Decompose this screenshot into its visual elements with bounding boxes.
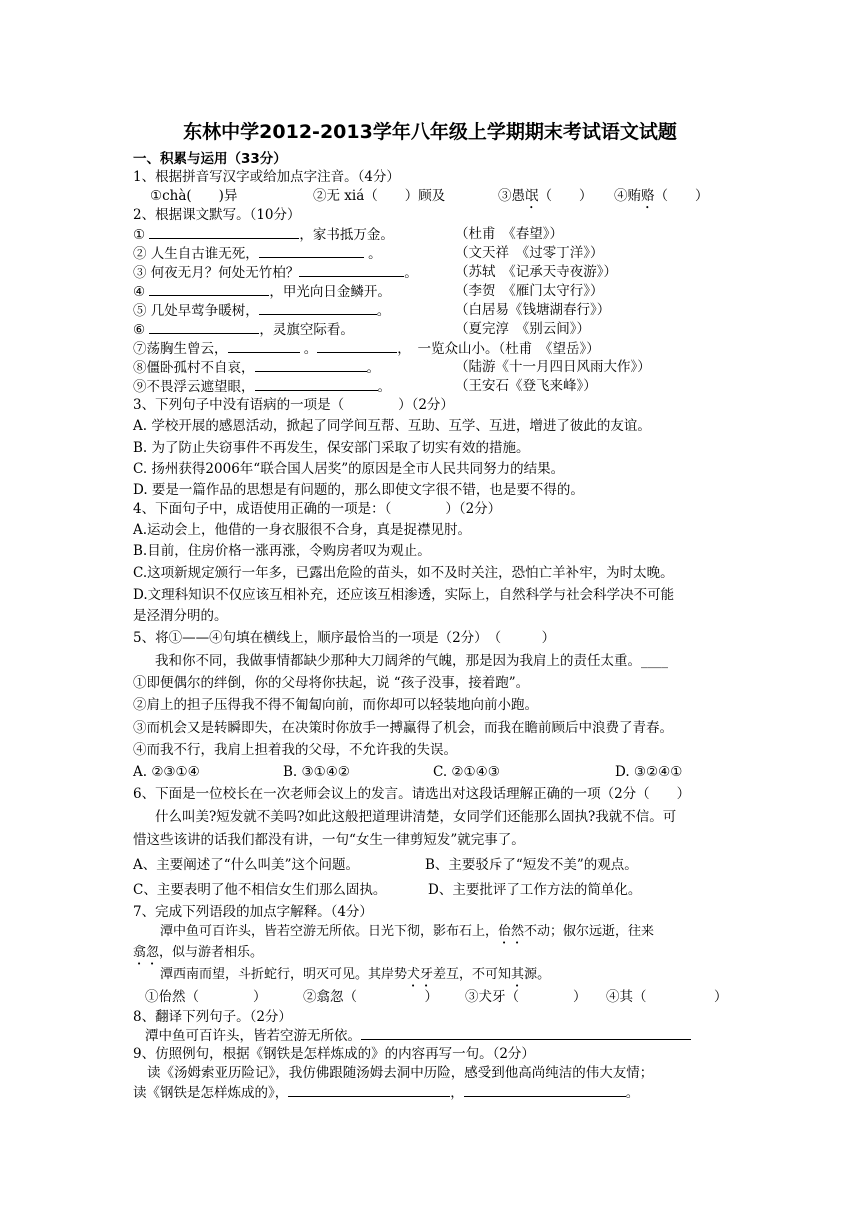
q8-stem: 8、翻译下列句子。（2分） xyxy=(133,1009,292,1025)
recite-source: （夏完淳 《别云间》） xyxy=(455,321,590,337)
q3-option-d: D. 要是一篇作品的思想是有问题的，那么即使文字很不错，也是要不得的。 xyxy=(133,482,584,498)
q3-stem: 3、下列句子中没有语病的一项是（ ）（2分） xyxy=(133,397,454,413)
recite-line: ③ 何夜无月？何处无竹柏？ 。 xyxy=(133,265,418,281)
q1-item: ②无 xiá（ ）顾及 xyxy=(313,188,446,204)
q7-passage: 翕忽，似与游者相乐。 xyxy=(133,945,264,960)
q4-stem: 4、下面句子中，成语使用正确的一项是：（ ）（2分） xyxy=(133,501,502,517)
q1-item: ③愚氓（ ） xyxy=(498,188,593,204)
q9-stem: 9、仿照例句，根据《钢铁是怎样炼成的》的内容再写一句。（2分） xyxy=(133,1046,535,1062)
q7-item: ④其（ ） xyxy=(606,989,728,1005)
q1-item: ①chà( )异 xyxy=(150,188,238,204)
recite-source: （李贺 《雁门太守行》） xyxy=(455,283,604,299)
q6-option-a: A、主要阐述了“什么叫美”这个问题。 xyxy=(133,857,360,873)
answer-blank[interactable] xyxy=(361,1026,691,1040)
q6-option-b: B、主要驳斥了“短发不美”的观点。 xyxy=(425,857,638,873)
q5-intro: 我和你不同，我做事情都缺少那种大刀阔斧的气魄，那是因为我肩上的责任太重。____ xyxy=(155,653,668,669)
recite-line: ⑦荡胸生曾云， 。 ， 一览众山小。（杜甫 《望岳》） xyxy=(133,341,600,357)
recite-source: （苏轼 《记承天寺夜游》） xyxy=(455,264,617,280)
recite-source: （王安石《登飞来峰》） xyxy=(455,378,597,394)
q6-passage: 惜这些该讲的话我们都没有讲，一句“女生一律剪短发”就完事了。 xyxy=(133,832,525,848)
q9-answer-line: 读《钢铁是怎样炼成的》， ， 。 xyxy=(133,1085,640,1101)
q5-option: C. ②①④③ xyxy=(433,764,500,780)
q6-option-c: C、主要表明了他不相信女生们那么固执。 xyxy=(133,882,387,898)
q5-option: D. ③②④① xyxy=(615,764,683,780)
recite-line: ① ，家书抵万金。 xyxy=(133,227,394,243)
answer-blank[interactable] xyxy=(255,377,378,391)
recite-line: ⑤ 几处早莺争暖树， 。 xyxy=(133,303,391,319)
answer-blank[interactable] xyxy=(464,1083,626,1097)
answer-blank[interactable] xyxy=(149,282,269,296)
q7-item: ①佁然（ ） xyxy=(145,989,267,1005)
page-title: 东林中学2012-2013学年八年级上学期期末考试语文试题 xyxy=(183,121,677,143)
recite-source: （文天祥 《过零丁洋》） xyxy=(455,245,604,261)
q5-sentence: ②肩上的担子压得我不得不匍匐向前，而你却可以轻装地向前小跑。 xyxy=(133,697,538,713)
q4-option-a: A.运动会上，他借的一身衣服很不合身，真是捉襟见肘。 xyxy=(133,522,472,538)
recite-line: ⑥ ，灵旗空际看。 xyxy=(133,322,354,338)
recite-line: ② 人生自古谁无死， 。 xyxy=(133,246,382,262)
q2-stem: 2、根据课文默写。（10分） xyxy=(133,207,301,223)
q7-passage: 潭西南而望，斗折蛇行，明灭可见。其岸势犬牙差互，不可知其源。 xyxy=(160,967,551,982)
recite-source: （白居易《钱塘湖春行》） xyxy=(455,302,611,318)
q3-option-a: A. 学校开展的感恩活动，掀起了同学间互帮、互助、互学、互进，增进了彼此的友谊。 xyxy=(133,418,651,434)
answer-blank[interactable] xyxy=(288,1083,450,1097)
answer-blank[interactable] xyxy=(317,339,397,353)
recite-source: （杜甫 《春望》） xyxy=(455,226,563,242)
q5-option: B. ③①④② xyxy=(283,764,350,780)
q4-option-d: D.文理科知识不仅应该互相补充，还应该互相渗透，实际上，自然科学与社会科学决不可能 xyxy=(133,587,675,603)
q8-line: 潭中鱼可百许头，皆若空游无所依。 xyxy=(145,1026,691,1045)
q1-stem: 1、根据拼音写汉字或给加点字注音。（4分） xyxy=(133,169,400,185)
section-heading: 一、积累与运用（33分） xyxy=(133,151,287,167)
answer-blank[interactable] xyxy=(259,244,364,258)
q4-option-b: B.目前，住房价格一涨再涨，令购房者叹为观止。 xyxy=(133,543,431,559)
q7-stem: 7、完成下列语段的加点字解释。（4分） xyxy=(133,904,373,920)
q4-option-c: C.这项新规定颁行一年多，已露出危险的苗头，如不及时关注，恐怕亡羊补牢，为时太晚。 xyxy=(133,565,674,581)
recite-source: （陆游《十一月四日风雨大作》） xyxy=(455,359,651,375)
recite-line: ④ ，甲光向日金鳞开。 xyxy=(133,284,391,300)
q6-stem: 6、下面是一位校长在一次老师会议上的发言。请选出对这段话理解正确的一项（2分（ ） xyxy=(133,786,691,802)
q5-option: A. ②③①④ xyxy=(133,764,200,780)
q9-example: 读《汤姆索亚历险记》，我仿佛跟随汤姆去洞中历险，感受到他高尚纯洁的伟大友情； xyxy=(147,1065,654,1081)
q7-passage: 潭中鱼可百许头，皆若空游无所依。日光下彻，影布石上，佁然不动；俶尔远逝，往来 xyxy=(160,924,655,939)
q3-option-c: C. 扬州获得2006年“联合国人居奖”的原因是全市人民共同努力的结果。 xyxy=(133,461,565,477)
q6-passage: 什么叫美?短发就不美吗?如此这般把道理讲清楚，女同学们还能那么固执?我就不信。可 xyxy=(155,809,677,825)
recite-line: ⑨不畏浮云遮望眼， 。 xyxy=(133,379,391,395)
answer-blank[interactable] xyxy=(299,263,404,277)
q5-sentence: ③而机会又是转瞬即失，在决策时你放手一搏赢得了机会，而我在瞻前顾后中浪费了青春。 xyxy=(133,720,673,736)
recite-line: ⑧僵卧孤村不自哀， 。 xyxy=(133,360,380,376)
answer-blank[interactable] xyxy=(259,301,377,315)
answer-blank[interactable] xyxy=(149,225,299,239)
q4-option-d-cont: 是泾渭分明的。 xyxy=(133,608,228,624)
answer-blank[interactable] xyxy=(228,339,300,353)
answer-blank[interactable] xyxy=(149,320,259,334)
q5-sentence: ④而我不行，我肩上担着我的父母，不允许我的失误。 xyxy=(133,742,457,758)
q5-sentence: ①即便偶尔的绊倒，你的父母将你扶起，说 “孩子没事，接着跑”。 xyxy=(133,675,530,691)
q7-item: ③犬牙（ ） xyxy=(465,989,587,1005)
q7-item: ②翕忽（ ） xyxy=(303,989,438,1005)
q6-option-d: D、主要批评了工作方法的简单化。 xyxy=(428,882,642,898)
q5-stem: 5、将①——④句填在横线上，顺序最恰当的一项是（2分） （ ） xyxy=(133,630,556,646)
q1-item: ④贿赂（ ） xyxy=(614,188,709,204)
answer-blank[interactable] xyxy=(255,358,367,372)
q3-option-b: B. 为了防止失窃事件不再发生，保安部门采取了切实有效的措施。 xyxy=(133,440,530,456)
